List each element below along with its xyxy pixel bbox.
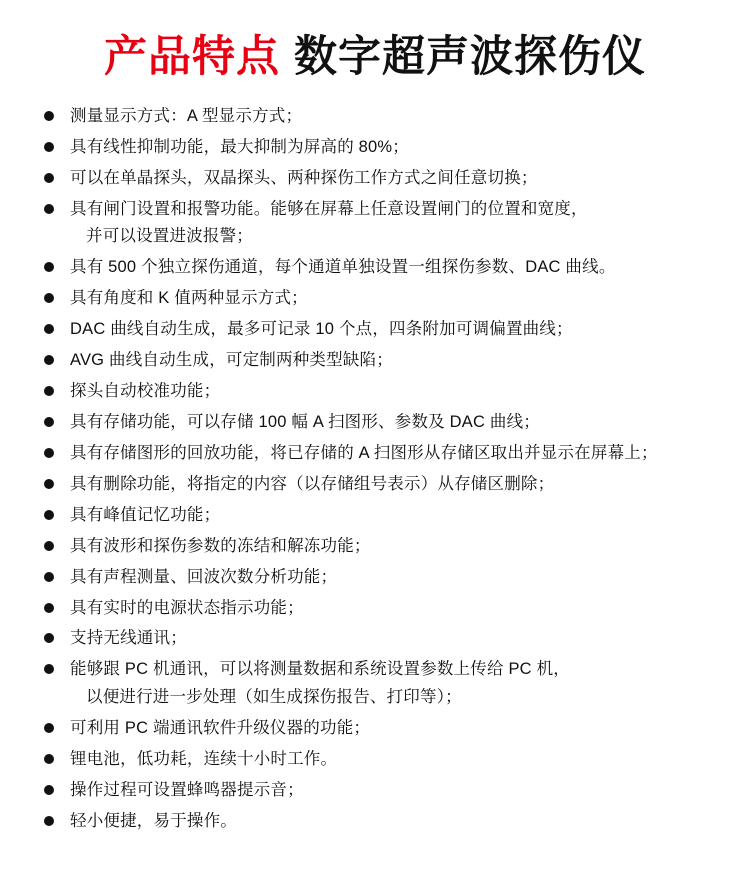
bullet-icon <box>44 142 54 152</box>
feature-list <box>0 89 750 833</box>
bullet-icon <box>44 816 54 826</box>
bullet-icon <box>44 785 54 795</box>
list-item-text: 操作过程可设置蜂鸣器提示音； <box>70 780 304 799</box>
list-item <box>44 349 720 372</box>
bullet-icon <box>44 262 54 272</box>
list-item-text: 具有闸门设置和报警功能。能够在屏幕上任意设置闸门的位置和宽度， <box>70 200 588 219</box>
list-item <box>44 658 720 709</box>
bullet-icon <box>44 572 54 582</box>
list-item-text: 具有线性抑制功能，最大抑制为屏高的 80%； <box>70 138 410 157</box>
list-item <box>44 504 720 527</box>
list-item-text: DAC 曲线自动生成，最多可记录 10 个点，四条附加可调偏置曲线； <box>70 320 573 339</box>
list-item <box>44 136 720 159</box>
list-item-text-continued: 并可以设置进波报警； <box>86 227 253 246</box>
title-highlight: 产品特点 <box>104 33 280 81</box>
list-item-text: 具有声程测量、回波次数分析功能； <box>70 567 338 586</box>
list-item <box>44 535 720 558</box>
list-item-text: 具有存储图形的回放功能，将已存储的 A 扫图形从存储区取出并显示在屏幕上； <box>70 443 658 462</box>
list-item-text: 具有删除功能，将指定的内容（以存储组号表示）从存储区删除； <box>70 474 555 493</box>
bullet-icon <box>44 510 54 520</box>
list-item-text: 锂电池，低功耗，连续十小时工作。 <box>70 749 338 768</box>
list-item <box>44 810 720 833</box>
page-title <box>0 0 750 89</box>
list-item-text: 测量显示方式：A 型显示方式； <box>70 107 303 126</box>
list-item <box>44 442 720 465</box>
list-item-text: 可利用 PC 端通讯软件升级仪器的功能； <box>70 718 371 737</box>
list-item <box>44 748 720 771</box>
list-item-text: 具有峰值记忆功能； <box>70 505 221 524</box>
bullet-icon <box>44 324 54 334</box>
bullet-icon <box>44 293 54 303</box>
list-item <box>44 256 720 279</box>
list-item-text: 能够跟 PC 机通讯，可以将测量数据和系统设置参数上传给 PC 机， <box>70 660 570 679</box>
bullet-icon <box>44 204 54 214</box>
bullet-icon <box>44 603 54 613</box>
list-item-text: 具有实时的电源状态指示功能； <box>70 598 304 617</box>
list-item <box>44 198 720 249</box>
list-item <box>44 411 720 434</box>
list-item <box>44 566 720 589</box>
list-item <box>44 318 720 341</box>
bullet-icon <box>44 664 54 674</box>
list-item <box>44 167 720 190</box>
list-item-text: 具有存储功能，可以存储 100 幅 A 扫图形、参数及 DAC 曲线； <box>70 413 540 432</box>
list-item-text: 轻小便捷，易于操作。 <box>70 811 237 830</box>
list-item <box>44 380 720 403</box>
list-item-text: 具有波形和探伤参数的冻结和解冻功能； <box>70 536 371 555</box>
list-item-text: 具有 500 个独立探伤通道，每个通道单独设置一组探伤参数、DAC 曲线。 <box>70 258 616 277</box>
bullet-icon <box>44 111 54 121</box>
bullet-icon <box>44 754 54 764</box>
bullet-icon <box>44 173 54 183</box>
bullet-icon <box>44 386 54 396</box>
bullet-icon <box>44 633 54 643</box>
bullet-icon <box>44 417 54 427</box>
bullet-icon <box>44 479 54 489</box>
bullet-icon <box>44 355 54 365</box>
bullet-icon <box>44 448 54 458</box>
list-item <box>44 105 720 128</box>
list-item <box>44 287 720 310</box>
list-item-text-continued: 以便进行进一步处理（如生成探伤报告、打印等）； <box>86 687 462 706</box>
list-item <box>44 597 720 620</box>
title-main: 数字超声波探伤仪 <box>294 33 646 81</box>
list-item <box>44 779 720 802</box>
list-item-text: 具有角度和 K 值两种显示方式； <box>70 289 308 308</box>
bullet-icon <box>44 541 54 551</box>
list-item-text: 支持无线通讯； <box>70 629 187 648</box>
list-item-text: 探头自动校准功能； <box>70 382 221 401</box>
bullet-icon <box>44 723 54 733</box>
list-item <box>44 473 720 496</box>
list-item <box>44 627 720 650</box>
list-item <box>44 717 720 740</box>
list-item-text: 可以在单晶探头，双晶探头、两种探伤工作方式之间任意切换； <box>70 169 538 188</box>
list-item-text: AVG 曲线自动生成，可定制两种类型缺陷； <box>70 351 393 370</box>
